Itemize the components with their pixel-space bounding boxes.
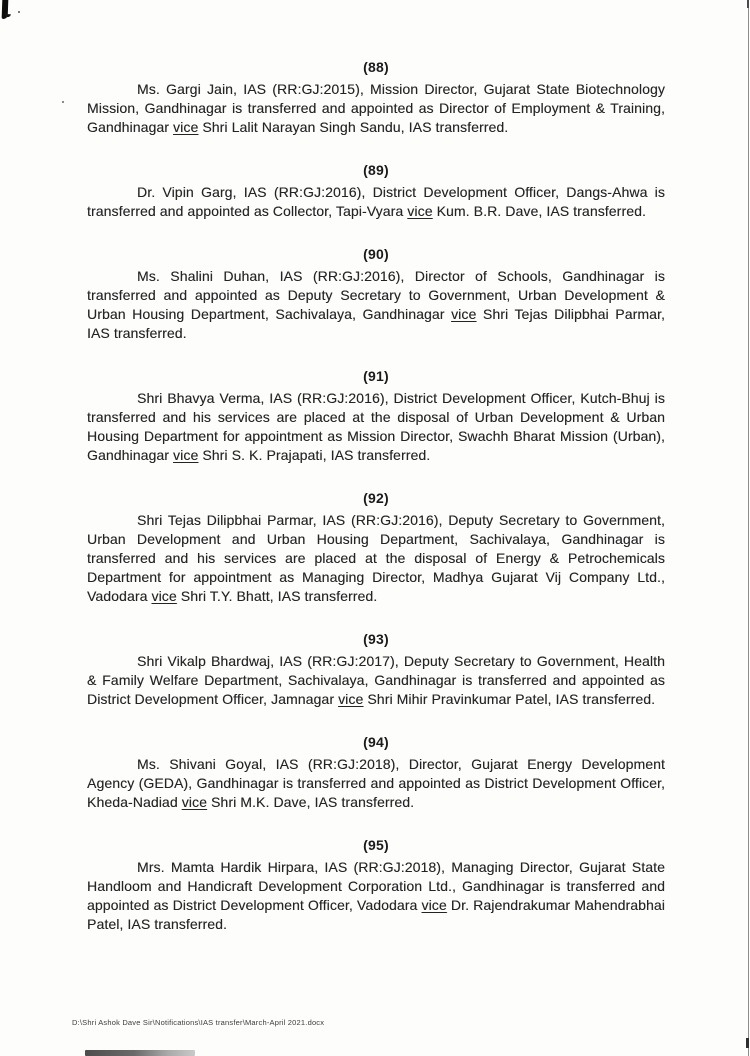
order-number: (95) (363, 837, 389, 853)
order-text: Mrs. Mamta Hardik Hirpara, IAS (RR:GJ:2018), Managing Director, Gujarat State Handloom and Handicraft Development Corporation Ltd., Gandhinagar is transferred and appointed as District Development Officer, Vadodara (87, 859, 665, 913)
order-text: Dr. Rajendrakumar Mahendrabhai Patel, IAS transferred. (87, 897, 665, 932)
transfer-order-91 (87, 367, 665, 465)
vice-word: vice (181, 794, 207, 810)
transfer-order-88 (87, 58, 665, 137)
vice-word: vice (407, 203, 433, 219)
vice-word: vice (151, 588, 177, 604)
order-text: Shri Tejas Dilipbhai Parmar, IAS (RR:GJ:2016), Deputy Secretary to Government, Urban Development and Urban Housing Department, Sachivalaya, Gandhinagar is transferred and his services are placed at the disposal of Energy & Petrochemicals Department for appointment as Managing Director, Madhya Gujarat Vij Company Ltd., Vadodara (87, 512, 665, 604)
order-number: (92) (363, 490, 389, 506)
order-text: Shri Lalit Narayan Singh Sandu, IAS transferred. (198, 119, 509, 135)
order-text: Shri Tejas Dilipbhai Parmar, IAS transferred. (87, 306, 665, 341)
transfer-order-92 (87, 489, 665, 606)
order-number: (90) (363, 246, 389, 262)
order-text: Shri Bhavya Verma, IAS (RR:GJ:2016), District Development Officer, Kutch-Bhuj is transferred and his services are placed at the disposal of Urban Development & Urban Housing Department for appointment as Mission Director, Swachh Bharat Mission (Urban), Gandhinagar (87, 390, 665, 463)
vice-word: vice (451, 306, 477, 322)
order-text: Shri Vikalp Bhardwaj, IAS (RR:GJ:2017), Deputy Secretary to Government, Health & Family Welfare Department, Sachivalaya, Gandhinagar is transferred and appointed as District Development Officer, Jamnagar (87, 653, 665, 707)
order-number: (88) (363, 59, 389, 75)
vice-word: vice (338, 691, 364, 707)
scan-smudge-bottom-left (85, 1050, 195, 1056)
order-text: Shri S. K. Prajapati, IAS transferred. (198, 447, 431, 463)
order-paragraph (87, 183, 665, 221)
scan-pen-mark-top-left (2, 0, 9, 19)
order-text: Shri T.Y. Bhatt, IAS transferred. (176, 588, 378, 604)
order-text: Shri Mihir Pravinkumar Patel, IAS transferred. (363, 691, 656, 707)
scan-edge-line-right (748, 0, 750, 1056)
transfer-order-94 (87, 733, 665, 812)
order-paragraph (87, 652, 665, 709)
order-number: (94) (363, 734, 389, 750)
file-path-footer: D:\Shri Ashok Dave Sir\Notifications\IAS transfer\March-April 2021.docx (72, 1018, 325, 1027)
order-paragraph (87, 511, 665, 606)
order-paragraph (87, 755, 665, 812)
transfer-order-89 (87, 161, 665, 221)
order-paragraph (87, 267, 665, 343)
order-text: Ms. Shivani Goyal, IAS (RR:GJ:2018), Director, Gujarat Energy Development Agency (GEDA), Gandhinagar is transferred and appointed as District Development Officer, Kheda-Nadiad (87, 756, 665, 810)
order-text: Dr. Vipin Garg, IAS (RR:GJ:2016), District Development Officer, Dangs-Ahwa is transferred and appointed as Collector, Tapi-Vyara (87, 184, 665, 219)
order-paragraph (87, 389, 665, 465)
order-text: Ms. Shalini Duhan, IAS (RR:GJ:2016), Director of Schools, Gandhinagar is transferred and appointed as Deputy Secretary to Government, Urban Development & Urban Housing Department, Sachivalaya, Gandhinagar (87, 268, 665, 322)
vice-word: vice (173, 119, 199, 135)
vice-word: vice (421, 897, 447, 913)
order-text: Ms. Gargi Jain, IAS (RR:GJ:2015), Mission Director, Gujarat State Biotechnology Mission, Gandhinagar is transferred and appointed as Director of Employment & Training, Gandhinagar (87, 81, 665, 135)
vice-word: vice (173, 447, 199, 463)
transfer-order-90 (87, 245, 665, 343)
order-number: (89) (363, 162, 389, 178)
order-number: (93) (363, 631, 389, 647)
order-paragraph (87, 858, 665, 934)
scan-speck (62, 101, 64, 103)
order-text: Shri M.K. Dave, IAS transferred. (207, 794, 415, 810)
transfer-order-93 (87, 630, 665, 709)
order-number: (91) (363, 368, 389, 384)
scan-speck (18, 11, 20, 13)
order-paragraph (87, 80, 665, 137)
transfer-order-95 (87, 836, 665, 934)
orders-list (87, 58, 665, 934)
order-text: Kum. B.R. Dave, IAS transferred. (432, 203, 646, 219)
